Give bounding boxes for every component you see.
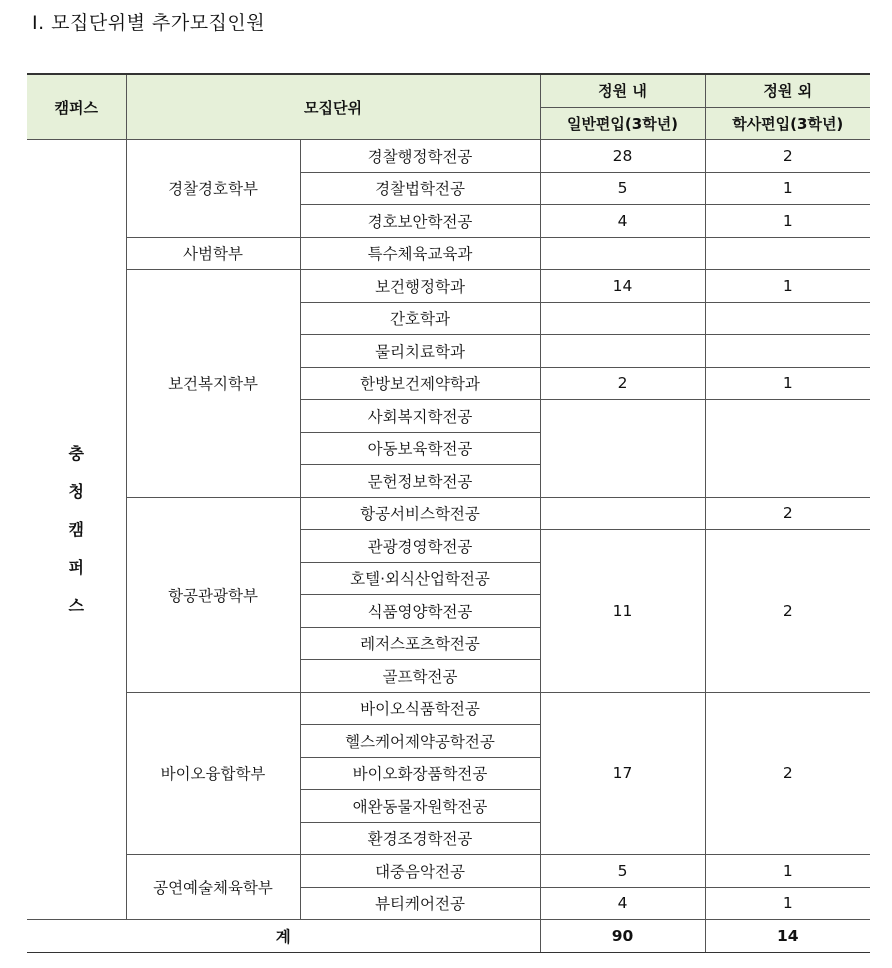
total-general: 90 — [540, 920, 705, 953]
header-bachelor-transfer: 학사편입(3학년) — [705, 107, 870, 140]
header-general-transfer: 일반편입(3학년) — [540, 107, 705, 140]
major-cell: 문헌정보학전공 — [300, 465, 540, 498]
major-cell: 바이오화장품학전공 — [300, 757, 540, 790]
major-cell: 특수체육교육과 — [300, 237, 540, 270]
header-in-quota: 정원 내 — [540, 74, 705, 107]
general-cell: 28 — [540, 140, 705, 173]
campus-char: 캠 — [68, 519, 84, 539]
bachelor-cell: 1 — [705, 205, 870, 238]
table-row — [27, 270, 870, 303]
major-cell: 헬스케어제약공학전공 — [300, 725, 540, 758]
page-title: Ⅰ. 모집단위별 추가모집인원 — [32, 12, 266, 34]
bachelor-cell: 1 — [705, 172, 870, 205]
division-cell: 사범학부 — [126, 237, 300, 270]
major-cell: 관광경영학전공 — [300, 530, 540, 563]
general-cell: 4 — [540, 887, 705, 920]
major-cell: 호텔·외식산업학전공 — [300, 562, 540, 595]
table-row — [27, 855, 870, 888]
table-row — [27, 140, 870, 173]
major-cell: 항공서비스학전공 — [300, 497, 540, 530]
bachelor-cell: 1 — [705, 270, 870, 303]
recruitment-table — [27, 73, 870, 953]
major-cell: 경찰법학전공 — [300, 172, 540, 205]
major-cell: 식품영양학전공 — [300, 595, 540, 628]
campus-char: 충 — [68, 443, 84, 463]
bachelor-cell: 2 — [705, 692, 870, 855]
campus-char: 퍼 — [68, 557, 84, 577]
general-cell — [540, 302, 705, 335]
major-cell: 경호보안학전공 — [300, 205, 540, 238]
major-cell: 사회복지학전공 — [300, 400, 540, 433]
major-cell: 물리치료학과 — [300, 335, 540, 368]
general-cell: 5 — [540, 855, 705, 888]
major-cell: 뷰티케어전공 — [300, 887, 540, 920]
bachelor-cell: 1 — [705, 367, 870, 400]
division-cell: 공연예술체육학부 — [126, 855, 300, 920]
table-row — [27, 497, 870, 530]
division-cell: 항공관광학부 — [126, 497, 300, 692]
bachelor-cell — [705, 400, 870, 498]
general-cell: 17 — [540, 692, 705, 855]
major-cell: 보건행정학과 — [300, 270, 540, 303]
bachelor-cell — [705, 237, 870, 270]
general-cell — [540, 400, 705, 498]
general-cell: 2 — [540, 367, 705, 400]
general-cell: 4 — [540, 205, 705, 238]
bachelor-cell: 1 — [705, 887, 870, 920]
major-cell: 골프학전공 — [300, 660, 540, 693]
header-out-quota: 정원 외 — [705, 74, 870, 107]
bachelor-cell: 2 — [705, 530, 870, 693]
total-row — [27, 920, 870, 953]
major-cell: 경찰행정학전공 — [300, 140, 540, 173]
major-cell: 한방보건제약학과 — [300, 367, 540, 400]
major-cell: 대중음악전공 — [300, 855, 540, 888]
total-label: 계 — [27, 920, 540, 953]
general-cell — [540, 497, 705, 530]
campus-cell — [27, 140, 126, 920]
bachelor-cell: 1 — [705, 855, 870, 888]
general-cell: 5 — [540, 172, 705, 205]
major-cell: 바이오식품학전공 — [300, 692, 540, 725]
bachelor-cell: 2 — [705, 497, 870, 530]
bachelor-cell: 2 — [705, 140, 870, 173]
bachelor-cell — [705, 335, 870, 368]
bachelor-cell — [705, 302, 870, 335]
general-cell — [540, 237, 705, 270]
campus-char: 청 — [68, 481, 84, 501]
division-cell: 바이오융합학부 — [126, 692, 300, 855]
major-cell: 레저스포츠학전공 — [300, 627, 540, 660]
general-cell: 14 — [540, 270, 705, 303]
division-cell: 보건복지학부 — [126, 270, 300, 498]
general-cell — [540, 335, 705, 368]
table-row — [27, 692, 870, 725]
major-cell: 간호학과 — [300, 302, 540, 335]
total-bachelor: 14 — [705, 920, 870, 953]
general-cell: 11 — [540, 530, 705, 693]
campus-char: 스 — [68, 595, 84, 615]
major-cell: 애완동물자원학전공 — [300, 790, 540, 823]
table-row — [27, 237, 870, 270]
header-unit: 모집단위 — [126, 74, 540, 140]
division-cell: 경찰경호학부 — [126, 140, 300, 238]
major-cell: 환경조경학전공 — [300, 822, 540, 855]
major-cell: 아동보육학전공 — [300, 432, 540, 465]
header-campus: 캠퍼스 — [27, 74, 126, 140]
